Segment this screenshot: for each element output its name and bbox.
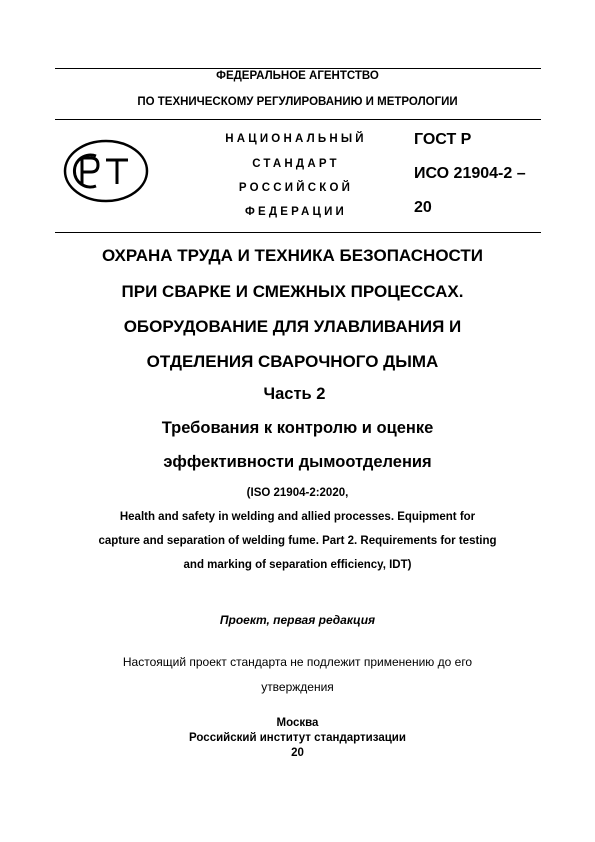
designation-line-1: ГОСТ Р bbox=[414, 131, 472, 148]
national-standard-line-3: РОССИЙСКОЙ bbox=[238, 182, 354, 194]
title-line-2: ПРИ СВАРКЕ И СМЕЖНЫХ ПРОЦЕССАХ. bbox=[121, 282, 464, 301]
draft-status: Проект, первая редакция bbox=[219, 613, 376, 627]
iso-reference-line-4: and marking of separation efficiency, IDT) bbox=[183, 559, 412, 571]
imprint-year: 20 bbox=[291, 747, 304, 759]
header-rule bbox=[55, 232, 541, 233]
gost-r-logo-icon bbox=[62, 138, 150, 204]
part-label: Часть 2 bbox=[263, 385, 326, 403]
title-line-3: ОБОРУДОВАНИЕ ДЛЯ УЛАВЛИВАНИЯ И bbox=[123, 317, 462, 336]
notice-line-1: Настоящий проект стандарта не подлежит применению до его bbox=[122, 655, 473, 669]
designation-line-3: 20 bbox=[414, 199, 432, 216]
imprint-publisher: Российский институт стандартизации bbox=[189, 732, 406, 744]
agency-rule bbox=[55, 119, 541, 120]
top-rule bbox=[55, 68, 541, 69]
national-standard-line-1: НАЦИОНАЛЬНЫЙ bbox=[225, 133, 367, 145]
title-line-4: ОТДЕЛЕНИЯ СВАРОЧНОГО ДЫМА bbox=[146, 352, 439, 371]
iso-reference-line-2: Health and safety in welding and allied processes. Equipment for bbox=[119, 511, 476, 523]
national-standard-line-4: ФЕДЕРАЦИИ bbox=[244, 206, 348, 218]
notice-line-2: утверждения bbox=[261, 680, 334, 694]
agency-line-2: ПО ТЕХНИЧЕСКОМУ РЕГУЛИРОВАНИЮ И МЕТРОЛОГИИ bbox=[137, 96, 458, 108]
designation-line-2: ИСО 21904-2 – bbox=[414, 165, 526, 182]
national-standard-line-2: СТАНДАРТ bbox=[252, 158, 340, 170]
iso-reference-line-1: (ISO 21904-2:2020, bbox=[246, 487, 349, 499]
agency-line-1: ФЕДЕРАЛЬНОЕ АГЕНТСТВО bbox=[216, 70, 379, 82]
iso-reference-line-3: capture and separation of welding fume. Part 2. Requirements for testing bbox=[98, 535, 497, 547]
imprint-city: Москва bbox=[276, 717, 319, 729]
subtitle-line-1: Требования к контролю и оценке bbox=[161, 419, 434, 437]
subtitle-line-2: эффективности дымоотделения bbox=[163, 453, 432, 471]
title-line-1: ОХРАНА ТРУДА И ТЕХНИКА БЕЗОПАСНОСТИ bbox=[101, 246, 484, 265]
